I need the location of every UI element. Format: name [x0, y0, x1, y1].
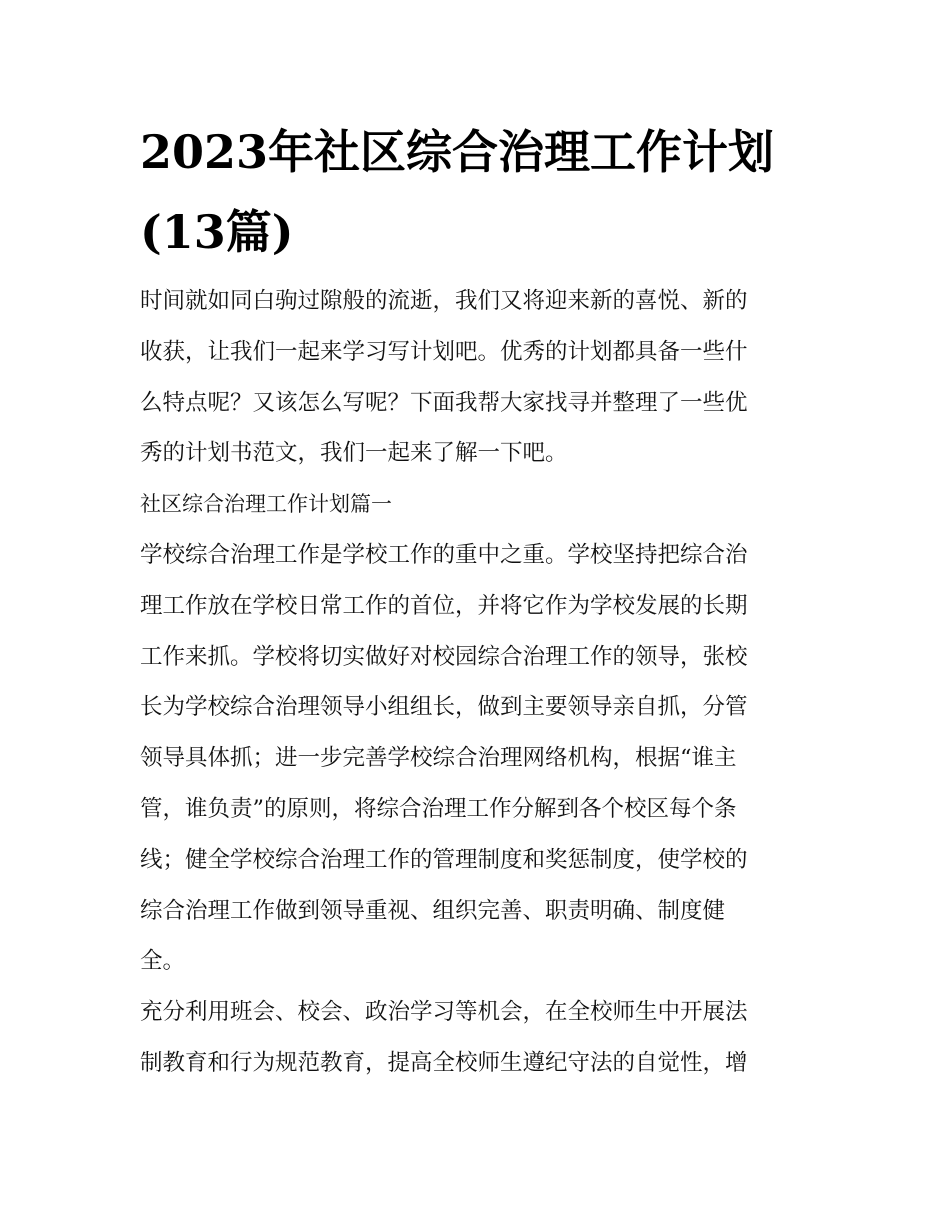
text-line: 收获，让我们一起来学习写计划吧。优秀的计划都具备一些什	[140, 338, 748, 365]
text-line: 秀的计划书范文，我们一起来了解一下吧。	[140, 440, 568, 467]
text-line: 管，谁负责”的原则，将综合治理工作分解到各个校区每个条	[140, 795, 737, 822]
text-line: 综合治理工作做到领导重视、组织完善、职责明确、制度健	[140, 897, 726, 924]
title-line: (13篇)	[140, 205, 294, 259]
text-line: 工作来抓。学校将切实做好对校园综合治理工作的领导，张校	[140, 643, 748, 670]
text-line: 么特点呢？又该怎么写呢？下面我帮大家找寻并整理了一些优	[140, 389, 748, 416]
body-paragraph-1	[140, 530, 814, 987]
intro-paragraph	[140, 276, 814, 479]
text-line: 时间就如同白驹过隙般的流逝，我们又将迎来新的喜悦、新的	[140, 288, 748, 314]
title-line: 2023年社区综合治理工作计划	[140, 125, 775, 179]
text-line: 线；健全学校综合治理工作的管理制度和奖惩制度，使学校的	[140, 846, 748, 873]
text-line: 长为学校综合治理领导小组组长，做到主要领导亲自抓，分管	[140, 694, 748, 721]
body-paragraph-2	[140, 987, 814, 1089]
text-line: 制教育和行为规范教育，提高全校师生遵纪守法的自觉性，增	[140, 1049, 748, 1076]
text-line: 学校综合治理工作是学校工作的重中之重。学校坚持把综合治	[140, 541, 748, 568]
document-title	[140, 112, 814, 272]
text-line: 充分利用班会、校会、政治学习等机会，在全校师生中开展法	[140, 999, 748, 1026]
document-content	[140, 112, 814, 1089]
section-heading: 社区综合治理工作计划篇一	[140, 492, 392, 517]
text-line: 全。	[140, 948, 186, 975]
text-line: 领导具体抓；进一步完善学校综合治理网络机构，根据“谁主	[140, 745, 737, 772]
text-line: 理工作放在学校日常工作的首位，并将它作为学校发展的长期	[140, 592, 748, 619]
